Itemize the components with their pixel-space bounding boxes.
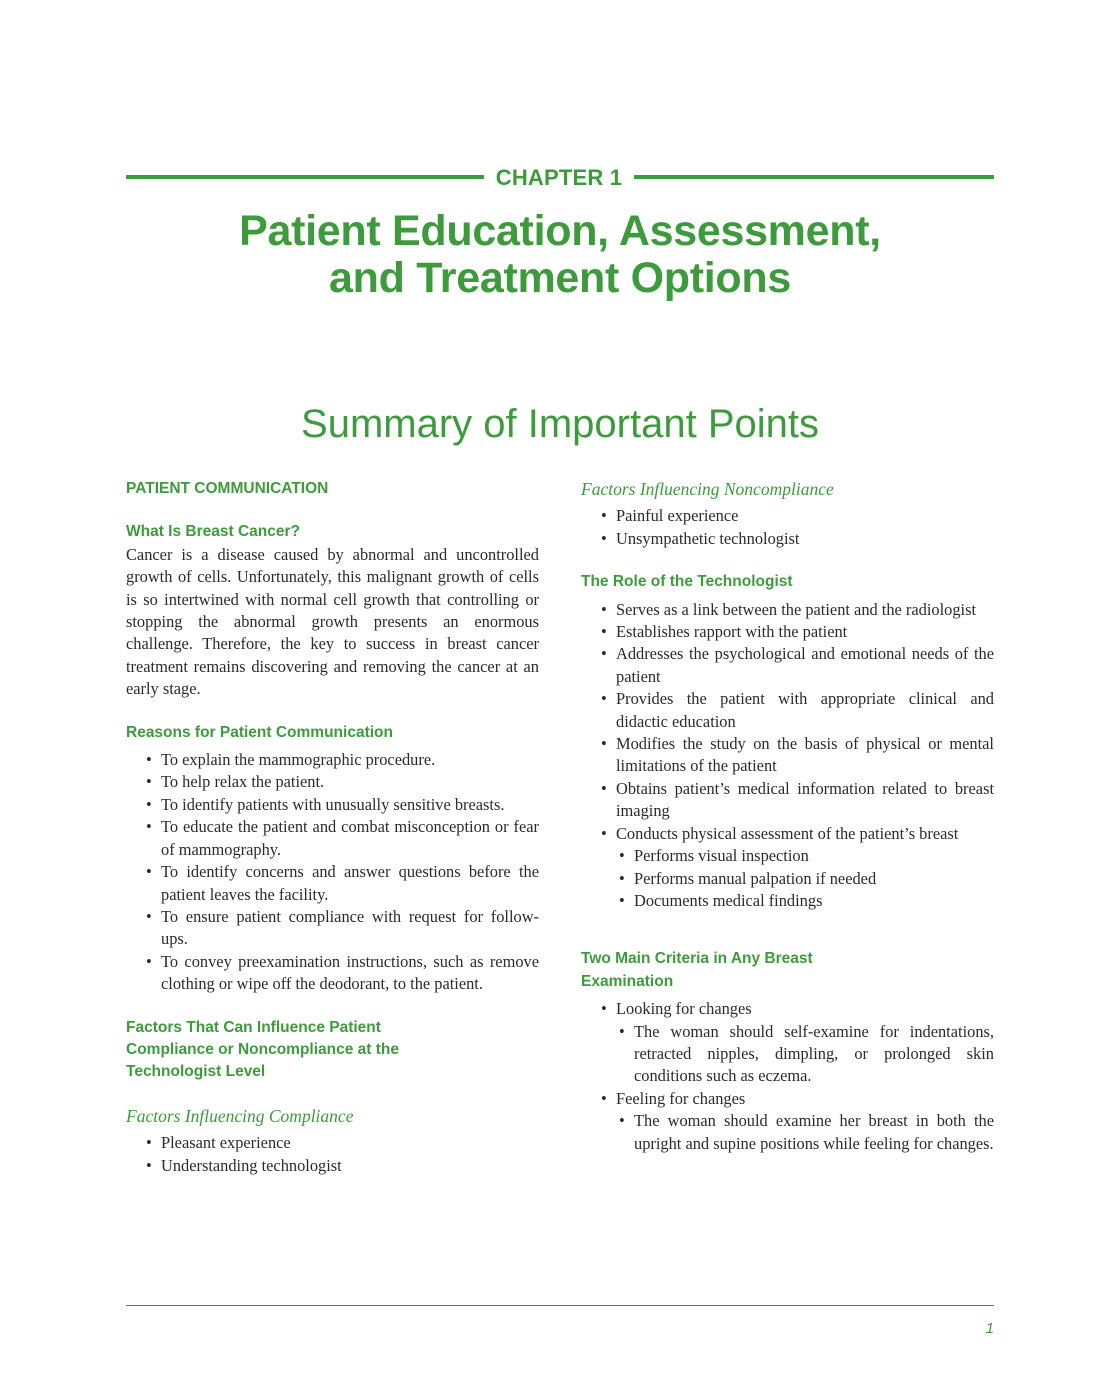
list-item: • Painful experience <box>581 505 994 527</box>
compliance-list <box>126 1132 539 1177</box>
list-item: • Documents medical findings <box>616 890 994 912</box>
page-number: 1 <box>985 1320 994 1337</box>
chapter-title-line-1: Patient Education, Assessment, <box>239 207 881 255</box>
reasons-list <box>126 749 539 995</box>
list-item: • Establishes rapport with the patient <box>581 621 994 643</box>
list-item: • To educate the patient and combat misconception or fear of mammography. <box>126 816 539 861</box>
chapter-header <box>126 164 994 192</box>
role-sub-list <box>616 845 994 912</box>
right-column <box>581 478 994 1155</box>
list-item: • Understanding technologist <box>126 1155 539 1177</box>
list-item-text: Feeling for changes <box>616 1088 746 1108</box>
list-item: • To identify concerns and answer questions before the patient leaves the facility. <box>126 861 539 906</box>
list-item <box>581 1088 994 1155</box>
left-column <box>126 478 539 1177</box>
list-item: • Modifies the study on the basis of physical or mental limitations of the patient <box>581 733 994 778</box>
list-item: • To convey preexamination instructions, such as remove clothing or wipe off the deodorant, to the patient. <box>126 951 539 996</box>
list-item: • Performs visual inspection <box>616 845 994 867</box>
list-item: • Performs manual palpation if needed <box>616 868 994 890</box>
noncompliance-list <box>581 505 994 550</box>
heading-factors-influencing-noncompliance: Factors Influencing Noncompliance <box>581 479 834 499</box>
summary-title: Summary of Important Points <box>301 402 819 446</box>
criteria-sub-list <box>616 1021 994 1088</box>
chapter-title-line-2: and Treatment Options <box>329 254 791 302</box>
heading-reasons-for-communication: Reasons for Patient Communication <box>126 723 393 741</box>
list-item: • The woman should examine her breast in both the upright and supine positions while feeling for changes. <box>616 1110 994 1155</box>
footer-rule <box>126 1305 994 1306</box>
heading-what-is-breast-cancer: What Is Breast Cancer? <box>126 523 300 541</box>
list-item: • Unsympathetic technologist <box>581 528 994 550</box>
list-item: • Provides the patient with appropriate clinical and didactic education <box>581 688 994 733</box>
list-item <box>581 998 994 1088</box>
chapter-rule-right <box>634 175 994 179</box>
chapter-title <box>126 208 994 302</box>
list-item-text: Looking for changes <box>616 999 752 1019</box>
heading-two-main-criteria: Two Main Criteria in Any Breast Examination <box>581 950 813 990</box>
heading-factors-compliance-technologist: Factors That Can Influence Patient Compliance or Noncompliance at the Technologist Level <box>126 1018 400 1081</box>
criteria-list <box>581 998 994 1155</box>
list-item: • To explain the mammographic procedure. <box>126 749 539 771</box>
criteria-sub-list <box>616 1110 994 1155</box>
what-is-breast-cancer-body: Cancer is a disease caused by abnormal and uncontrolled growth of cells. Unfortunately, this malignant growth of cells is so intertwined with normal cell growth that controlling or stopping the abnormal growth presents an enormous challenge. Therefore, the key to success in breast cancer treatment remains discovering and removing the cancer at an early stage. <box>126 544 539 699</box>
heading-role-of-technologist: The Role of the Technologist <box>581 573 793 591</box>
list-item-text: Conducts physical assessment of the patient’s breast <box>616 823 959 843</box>
chapter-rule-left <box>126 175 484 179</box>
role-list <box>581 599 994 913</box>
list-item: • To ensure patient compliance with request for follow-ups. <box>126 906 539 951</box>
list-item <box>581 823 994 913</box>
list-item: • Serves as a link between the patient and the radiologist <box>581 599 994 621</box>
list-item: • Pleasant experience <box>126 1132 539 1154</box>
list-item: • To identify patients with unusually sensitive breasts. <box>126 794 539 816</box>
heading-factors-influencing-compliance: Factors Influencing Compliance <box>126 1105 354 1126</box>
list-item: • Addresses the psychological and emotional needs of the patient <box>581 643 994 688</box>
chapter-label: CHAPTER 1 <box>495 165 623 190</box>
list-item: • To help relax the patient. <box>126 771 539 793</box>
section-heading-patient-communication: PATIENT COMMUNICATION <box>126 480 329 497</box>
list-item: • Obtains patient’s medical information related to breast imaging <box>581 778 994 823</box>
list-item: • The woman should self-examine for indentations, retracted nipples, dimpling, or prolonged skin conditions such as eczema. <box>616 1021 994 1088</box>
